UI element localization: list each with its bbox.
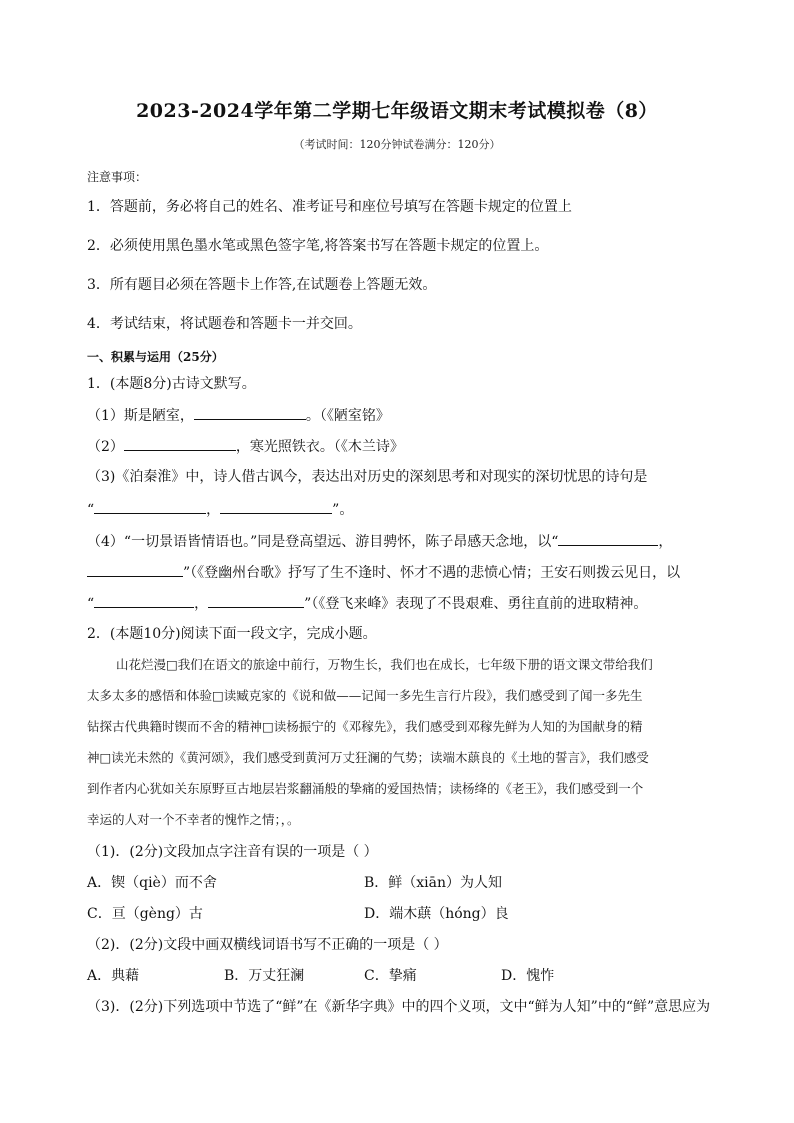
answer-blank[interactable] <box>194 405 306 420</box>
option-c[interactable]: C．亘（gèng）古 <box>87 906 203 922</box>
question-line: “ ， ”。 <box>87 499 714 519</box>
question-line: “ ， ”（《登飞来峰》表现了不畏艰难、勇往直前的进取精神。 <box>87 593 714 613</box>
page-title: 2023-2024学年第二学期七年级语文期末考试模拟卷（8） <box>136 100 658 122</box>
option-a[interactable]: A．锲（qiè）而不舍 <box>87 875 217 891</box>
passage-line: 到作者内心犹如关东原野亘古地层岩浆翻涌般的挚痛的爱国热情；读杨绛的《老王》，我们感受到一个 <box>87 781 644 796</box>
question-stem: 1．(本题8分)古诗文默写。 <box>87 376 256 392</box>
question-line: （3)《泊秦淮》中，诗人借古讽今，表达出对历史的深刻思考和对现实的深切忧思的诗句是 <box>87 469 648 485</box>
sub-question-stem: （2)．(2分)文段中画双横线词语书写不正确的一项是（ ） <box>87 937 448 953</box>
passage-line: 神□读光未然的《黄河颂》，我们感受到黄河万丈狂澜的气势；读端木蕻良的《土地的誓言》，我们感受 <box>87 750 649 765</box>
answer-blank[interactable] <box>124 436 236 451</box>
passage-line: 太多太多的感悟和体验□读臧克家的《说和做——记闻一多先生言行片段》，我们感受到了闻一多先生 <box>87 688 643 703</box>
question-line: （2） ，寒光照铁衣。（《木兰诗》 <box>87 436 714 456</box>
answer-blank[interactable] <box>87 562 183 577</box>
passage-line: 山花烂漫□我们在语文的旅途中前行，万物生长，我们也在成长，七年级下册的语文课文带给我们 <box>116 657 653 672</box>
note-item: 2．必须使用黑色墨水笔或黑色签字笔,将答案书写在答题卡规定的位置上。 <box>87 238 549 254</box>
option-b[interactable]: B．万丈狂澜 <box>224 968 305 984</box>
option-c[interactable]: C．挚痛 <box>364 968 417 984</box>
option-b[interactable]: B．鲜（xiān）为人知 <box>364 875 503 891</box>
answer-blank[interactable] <box>558 531 658 546</box>
option-a[interactable]: A．典藉 <box>87 968 140 984</box>
option-d[interactable]: D．端木蕻（hóng）良 <box>364 906 509 922</box>
question-stem: 2．(本题10分)阅读下面一段文字，完成小题。 <box>87 626 377 642</box>
question-line: （4）“一切景语皆情语也。”同是登高望远、游目骋怀，陈子昂感天念地，以“ ， <box>87 531 714 551</box>
answer-blank[interactable] <box>94 499 206 514</box>
exam-subtitle: （考试时间：120分钟试卷满分：120分） <box>293 138 501 151</box>
sub-question-stem: （3)．(2分)下列选项中节选了“鲜”在《新华字典》中的四个义项，文中“鲜为人知”中的“鲜”意思应为 <box>87 999 711 1015</box>
section-heading: 一、积累与运用（25分） <box>87 350 224 364</box>
note-item: 3．所有题目必须在答题卡上作答,在试题卷上答题无效。 <box>87 277 437 293</box>
passage-line: 幸运的人对一个不幸者的愧怍之情；，。 <box>87 812 300 827</box>
question-line: （1）斯是陋室， 。（《陋室铭》 <box>87 405 714 425</box>
notes-heading: 注意事项： <box>87 170 148 184</box>
answer-blank[interactable] <box>94 593 194 608</box>
passage-line: 钻探古代典籍时锲而不舍的精神□读杨振宁的《邓稼先》，我们感受到邓稼先鲜为人知的为国献身的精 <box>87 719 643 734</box>
option-d[interactable]: D．愧怍 <box>501 968 555 984</box>
question-line: ”（《登幽州台歌》抒写了生不逢时、怀才不遇的悲愤心情；王安石则拨云见日，以 <box>87 562 714 582</box>
note-item: 1．答题前，务必将自己的姓名、准考证号和座位号填写在答题卡规定的位置上 <box>87 199 572 215</box>
answer-blank[interactable] <box>220 499 332 514</box>
sub-question-stem: （1)．(2分)文段加点字注音有误的一项是（ ） <box>87 844 378 860</box>
note-item: 4．考试结束，将试题卷和答题卡一并交回。 <box>87 316 362 332</box>
answer-blank[interactable] <box>208 593 304 608</box>
